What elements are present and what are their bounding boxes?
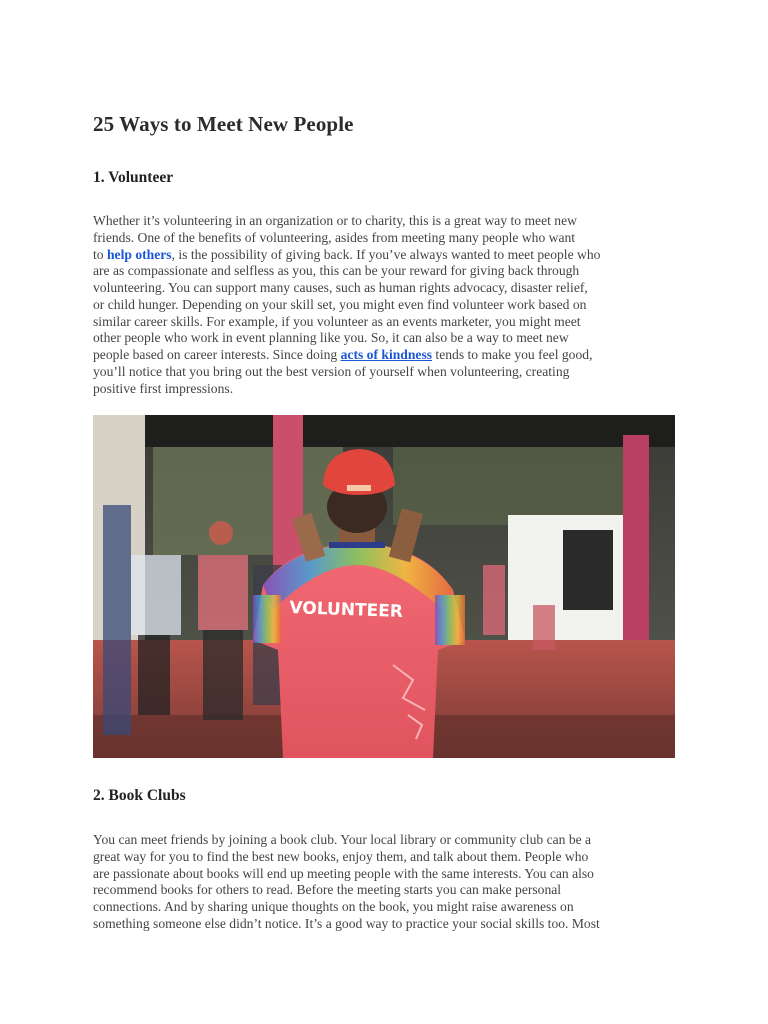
- text-line: or child hunger. Depending on your skill set, you might even find volunteer work based on: [93, 296, 587, 312]
- text-fragment: people based on career interests. Since doing: [93, 347, 341, 362]
- text-fragment: to: [93, 246, 107, 262]
- section-heading-book-clubs: 2. Book Clubs: [93, 787, 186, 804]
- acts-of-kindness-link[interactable]: acts of kindness: [340, 347, 433, 362]
- help-others-link[interactable]: help others: [106, 246, 172, 262]
- text-line: great way for you to find the best new books, enjoy them, and talk about them. People who: [93, 848, 589, 864]
- text-line: [93, 347, 683, 364]
- text-line: recommend books for others to read. Before the meeting starts you can make personal: [93, 882, 562, 898]
- volunteer-photo: [93, 415, 675, 758]
- section-paragraph-book-clubs: [93, 832, 683, 933]
- text-fragment: tends to make you feel good,: [432, 347, 593, 362]
- text-line: positive first impressions.: [93, 380, 234, 396]
- text-line: You can meet friends by joining a book club. Your local library or community club can be a: [93, 832, 592, 847]
- text-line: are passionate about books will end up meeting people with the same interests. You can also: [93, 865, 594, 881]
- text-line: [93, 247, 683, 264]
- section-heading-volunteer: 1. Volunteer: [93, 169, 174, 186]
- text-line: you’ll notice that you bring out the best version of yourself when volunteering, creating: [93, 363, 570, 379]
- text-line: similar career skills. For example, if you volunteer as an events marketer, you might meet: [93, 313, 581, 329]
- text-line: other people who work in event planning like you. So, it can also be a way to meet new: [93, 330, 569, 346]
- text-line: something someone else didn’t notice. It’s a good way to practice your social skills too. Most: [93, 915, 600, 931]
- text-line: are as compassionate and selfless as you, this can be your reward for giving back through: [93, 263, 580, 279]
- page-title: 25 Ways to Meet New People: [93, 112, 354, 136]
- text-line: connections. And by sharing unique thoughts on the book, you might raise awareness on: [93, 899, 574, 914]
- text-line: Whether it’s volunteering in an organization or to charity, this is a great way to meet new: [93, 213, 577, 228]
- shirt-text: VOLUNTEER: [289, 598, 404, 622]
- text-line: friends. One of the benefits of volunteering, asides from meeting many people who want: [93, 229, 576, 245]
- text-line: volunteering. You can support many causes, such as human rights advocacy, disaster relief,: [93, 280, 588, 295]
- section-paragraph-volunteer: [93, 213, 683, 397]
- text-fragment: , is the possibility of giving back. If you’ve always wanted to meet people who: [171, 246, 601, 262]
